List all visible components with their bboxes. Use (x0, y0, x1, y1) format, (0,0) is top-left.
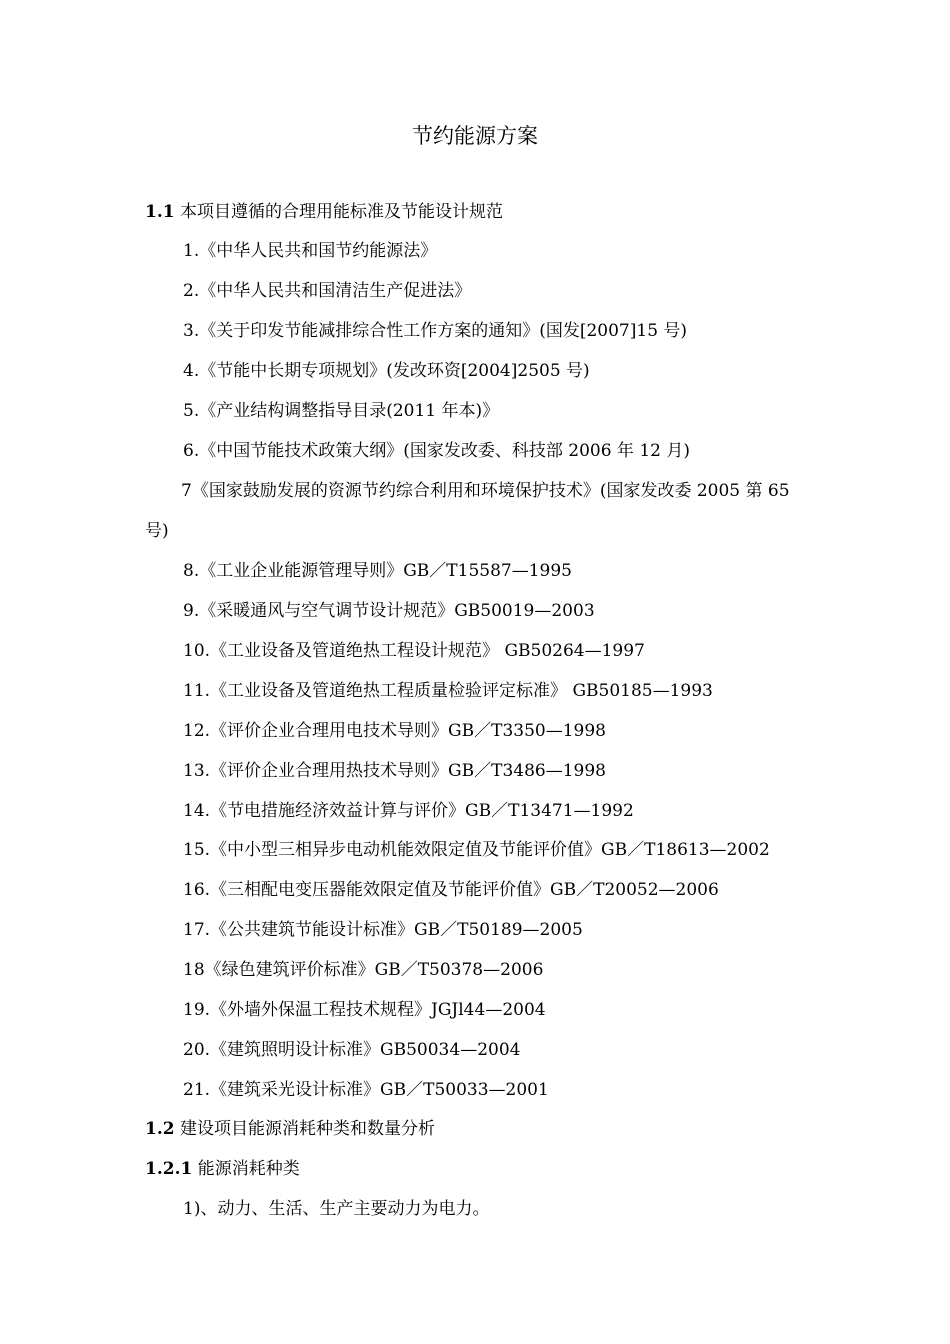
regulation-item-21: 21.《建筑采光设计标准》GB／T50033—2001 (183, 1080, 549, 1100)
regulation-item-15: 15.《中小型三相异步电动机能效限定值及节能评价值》GB／T18613—2002 (183, 840, 770, 860)
regulation-item-20: 20.《建筑照明设计标准》GB50034—2004 (183, 1040, 521, 1060)
regulation-item-11: 11.《工业设备及管道绝热工程质量检验评定标准》 GB50185—1993 (183, 681, 713, 701)
regulation-item-3: 3.《关于印发节能减排综合性工作方案的通知》(国发[2007]15 号) (183, 321, 688, 341)
regulation-item-8: 8.《工业企业能源管理导则》GB／T15587—1995 (183, 561, 572, 581)
regulation-item-19: 19.《外墙外保温工程技术规程》JGJl44—2004 (183, 1000, 546, 1020)
regulation-item-5: 5.《产业结构调整指导目录(2011 年本)》 (183, 401, 500, 421)
regulation-item-9: 9.《采暖通风与空气调节设计规范》GB50019—2003 (183, 601, 595, 621)
regulation-item-18: 18《绿色建筑评价标准》GB／T50378—2006 (183, 960, 544, 980)
regulation-item-16: 16.《三相配电变压器能效限定值及节能评价值》GB／T20052—2006 (183, 880, 719, 900)
page-title: 节约能源方案 (412, 124, 538, 148)
regulation-item-6: 6.《中国节能技术政策大纲》(国家发改委、科技部 2006 年 12 月) (183, 441, 690, 461)
energy-item-1: 1)、动力、生活、生产主要动力为电力。 (183, 1199, 490, 1219)
regulation-item-14: 14.《节电措施经济效益计算与评价》GB／T13471—1992 (183, 801, 634, 821)
regulation-item-2: 2.《中华人民共和国清洁生产促进法》 (183, 281, 472, 301)
section-title: 建设项目能源消耗种类和数量分析 (179, 1119, 435, 1139)
regulation-item-1: 1.《中华人民共和国节约能源法》 (183, 241, 438, 261)
section-heading-1-1 (145, 200, 503, 224)
section-title: 本项目遵循的合理用能标准及节能设计规范 (179, 202, 503, 222)
section-title: 能源消耗种类 (197, 1159, 300, 1179)
section-number: 1.1 (145, 202, 175, 222)
regulation-item-17: 17.《公共建筑节能设计标准》GB／T50189—2005 (183, 920, 583, 940)
section-number: 1.2 (145, 1119, 175, 1139)
regulation-item-7: 7《国家鼓励发展的资源节约综合利用和环境保护技术》(国家发改委 2005 第 65 号) (145, 481, 790, 541)
section-number: 1.2.1 (145, 1159, 193, 1179)
regulation-item-4: 4.《节能中长期专项规划》(发改环资[2004]2505 号) (183, 361, 590, 381)
section-heading-1-2-1 (145, 1157, 300, 1181)
regulation-item-12: 12.《评价企业合理用电技术导则》GB／T3350—1998 (183, 721, 606, 741)
regulation-item-13: 13.《评价企业合理用热技术导则》GB／T3486—1998 (183, 761, 606, 781)
section-heading-1-2 (145, 1117, 435, 1141)
regulation-item-10: 10.《工业设备及管道绝热工程设计规范》 GB50264—1997 (183, 641, 645, 661)
